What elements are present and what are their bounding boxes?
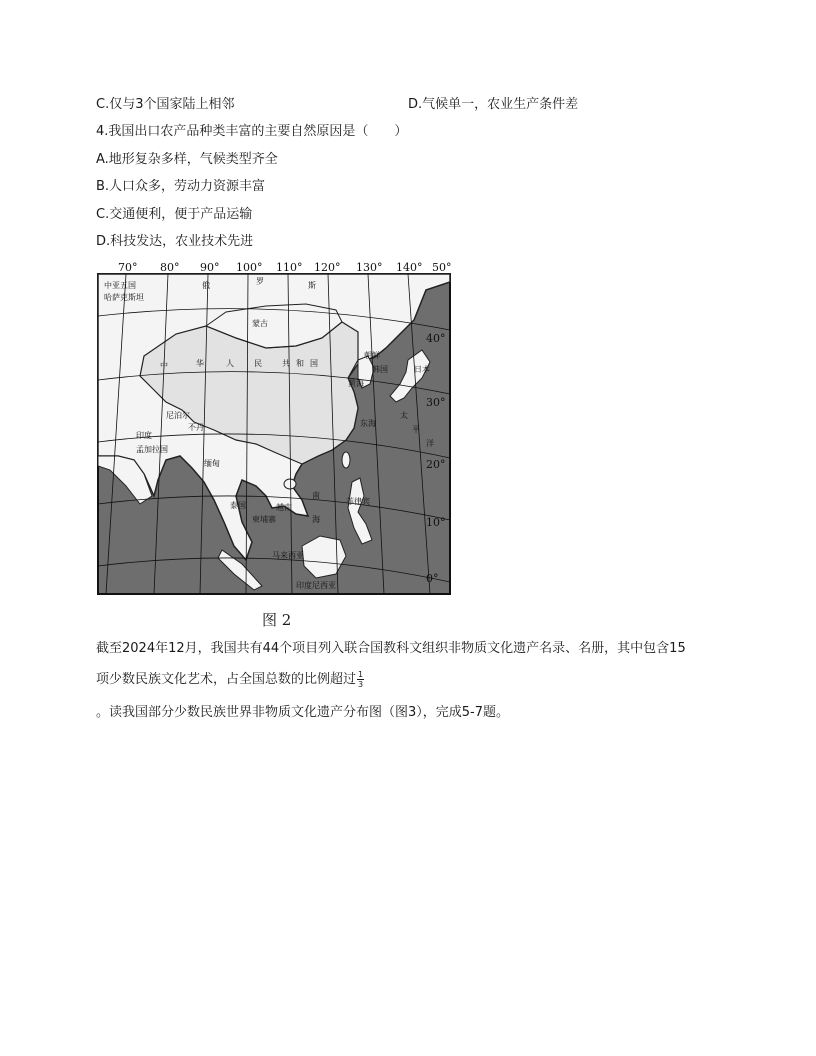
fraction-numerator: 1 (358, 670, 364, 679)
region-label: 太 (400, 411, 408, 420)
region-label: 日本 (414, 365, 430, 374)
lon-label: 80° (160, 261, 180, 274)
region-label: 不丹 (188, 423, 204, 432)
question-4-option-c[interactable]: C.交通便利，便于产品运输 (96, 207, 253, 222)
passage-line-3: 。读我国部分少数民族世界非物质文化遗产分布图（图3），完成5-7题。 (96, 705, 510, 720)
region-label: 孟加拉国 (136, 445, 168, 454)
region-label: 缅甸 (204, 459, 220, 468)
region-label: 泰国 (230, 501, 246, 510)
region-label: 哈萨克斯坦 (104, 293, 144, 302)
region-label: 印度尼西亚 (296, 581, 336, 590)
passage-line-2-text: 项少数民族文化艺术，占全国总数的比例超过 (96, 672, 357, 687)
region-label: 马来西亚 (272, 551, 304, 560)
option-d-prev: D.气候单一，农业生产条件差 (408, 97, 579, 112)
region-label: 中 (160, 361, 168, 370)
region-label: 东海 (360, 419, 376, 428)
region-label: 华 (196, 359, 204, 368)
fraction-one-third (357, 670, 364, 689)
region-label: 斯 (308, 281, 316, 290)
lat-label: 0° (426, 572, 439, 585)
region-label: 国 (310, 359, 318, 368)
lon-label: 120° (314, 261, 341, 274)
lon-label: 50° (432, 261, 452, 274)
lon-label: 70° (118, 261, 138, 274)
region-label: 民 (254, 359, 262, 368)
passage-line-2 (96, 670, 364, 689)
lat-label: 30° (426, 396, 446, 409)
region-label: 南 (312, 491, 320, 500)
figure-caption: 图 2 (262, 611, 292, 629)
region-label: 黄海 (348, 379, 364, 388)
region-label: 朝鲜 (364, 351, 380, 360)
fraction-denominator: 3 (358, 680, 364, 689)
question-4-option-d[interactable]: D.科技发达，农业技术先进 (96, 234, 254, 249)
lon-label: 100° (236, 261, 263, 274)
region-label: 蒙古 (252, 319, 268, 328)
passage-line-1: 截至2024年12月，我国共有44个项目列入联合国教科文组织非物质文化遗产名录、名册，其中包含15 (96, 641, 686, 656)
region-label: 尼泊尔 (166, 411, 190, 420)
region-label: 韩国 (372, 365, 388, 374)
question-4-option-a[interactable]: A.地形复杂多样，气候类型齐全 (96, 152, 278, 167)
region-label: 柬埔寨 (252, 515, 276, 524)
hainan-island (284, 479, 296, 489)
taiwan-island (342, 452, 350, 468)
lat-label: 20° (426, 458, 446, 471)
asia-map-figure (96, 260, 452, 596)
region-label: 海 (312, 515, 320, 524)
option-c-prev: C.仅与3个国家陆上相邻 (96, 97, 235, 112)
lat-label: 40° (426, 332, 446, 345)
question-4-option-b[interactable]: B.人口众多，劳动力资源丰富 (96, 179, 266, 194)
region-label: 人 (226, 359, 234, 368)
lon-label: 110° (276, 261, 303, 274)
region-label: 越南 (276, 503, 292, 512)
lat-label: 10° (426, 516, 446, 529)
asia-map (96, 260, 452, 596)
region-label: 菲律宾 (346, 497, 370, 506)
region-label: 中亚五国 (104, 281, 136, 290)
region-label: 和 (296, 359, 304, 368)
region-label: 洋 (426, 439, 434, 448)
region-label: 罗 (256, 277, 264, 286)
region-label: 俄 (202, 281, 210, 290)
lon-label: 140° (396, 261, 423, 274)
question-4-stem: 4.我国出口农产品种类丰富的主要自然原因是（ ） (96, 124, 408, 139)
region-label: 平 (412, 425, 420, 434)
lon-label: 90° (200, 261, 220, 274)
lon-label: 130° (356, 261, 383, 274)
region-label: 印度 (136, 431, 152, 440)
region-label: 共 (282, 359, 290, 368)
